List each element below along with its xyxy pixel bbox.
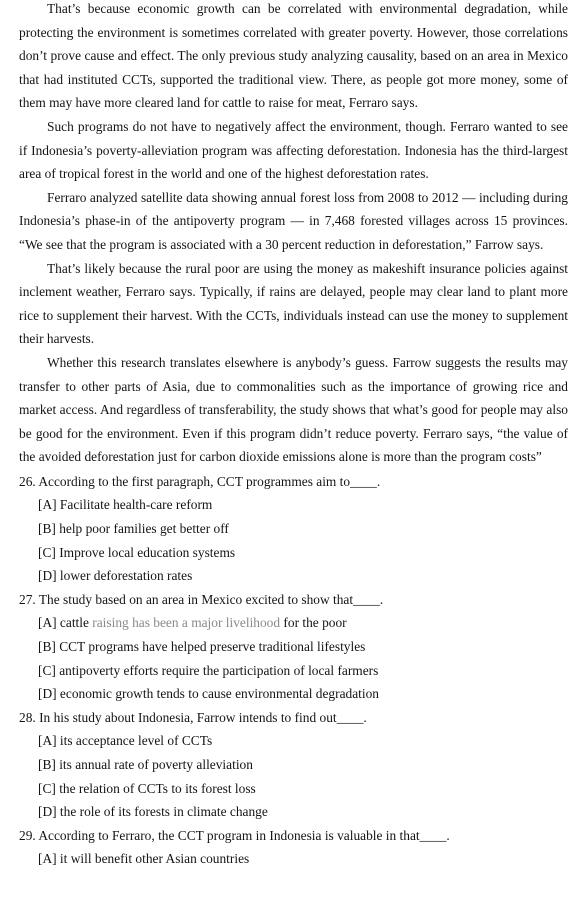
answer-option[interactable]: [B] CCT programs have helped preserve traditional lifestyles [38,639,366,655]
paragraph: Whether this research translates elsewhere is anybody’s guess. Farrow suggests the results may transfer to other parts of Asia, due to commonalities such as the importance of growing rice and market access. And regardless of transferability, the study shows that what’s good for people may also be good for the environment. Even if this program didn’t reduce poverty. Ferraro says, “the value of the avoided deforestation just for carbon dioxide emissions alone is more than the program costs” [19,354,568,465]
question-26 [0,470,580,588]
answer-option[interactable]: [B] its annual rate of poverty alleviation [38,757,253,772]
paragraph: Ferraro analyzed satellite data showing annual forest loss from 2008 to 2012 — including during Indonesia’s phase-in of the antipoverty program — in 7,468 forested villages across 15 provinces. “We see that the program is associated with a 30 percent reduction in deforestation,” Farrow says. [19,189,568,252]
answer-option[interactable]: [D] the role of its forests in climate change [38,804,268,820]
paragraph: Such programs do not have to negatively affect the environment, though. Ferraro wanted to see if Indonesia’s poverty-alleviation program was affecting deforestation. Indonesia has the third-largest area of tropical forest in the world and one of the highest deforestation rates. [19,118,568,182]
faded-text: raising has been a major livelihood [92,615,281,631]
question-stem: 27. The study based on an area in Mexico excited to show that____. [19,591,384,607]
answer-option[interactable]: [B] help poor families get better off [38,521,229,537]
answer-option[interactable]: [A] its acceptance level of CCTs [38,733,213,749]
question-stem: 26. According to the first paragraph, CCT programmes aim to____. [19,473,381,489]
paragraph: That’s because economic growth can be correlated with environmental degradation, while protecting the environment is sometimes correlated with greater poverty. However, those correlations don’t prove cause and effect. The only previous study analyzing causality, based on an area in Mexico that had instituted CCTs, supported the traditional view. There, as people got more money, some of them may have more cleared land for cattle to raise for meat, Ferraro says. [19,1,568,111]
question-stem: 29. According to Ferraro, the CCT program in Indonesia is valuable in that____. [19,827,450,843]
answer-option[interactable]: [A] Facilitate health-care reform [38,497,213,513]
question-28 [0,706,580,824]
paragraph: That’s likely because the rural poor are using the money as makeshift insurance policies against inclement weather, Ferraro says. Typically, if rains are delayed, people may clear land to plant more rice to supplement their harvest. With the CCTs, individuals instead can use the money to supplement their harvests. [19,260,568,347]
question-stem: 28. In his study about Indonesia, Farrow intends to find out____. [19,709,367,725]
answer-option[interactable]: [C] the relation of CCTs to its forest loss [38,780,256,796]
answer-option[interactable]: [D] economic growth tends to cause environmental degradation [38,686,379,702]
question-list [0,470,580,871]
answer-option[interactable]: [D] lower deforestation rates [38,568,193,584]
question-27 [0,588,580,706]
answer-option[interactable] [0,611,580,635]
question-29 [0,824,580,871]
option-text: [A] cattle [38,615,93,631]
option-text: for the poor [280,615,347,631]
answer-option[interactable]: [C] Improve local education systems [38,544,236,560]
answer-option[interactable]: [A] it will benefit other Asian countries [38,851,250,867]
answer-option[interactable]: [C] antipoverty efforts require the participation of local farmers [38,662,379,678]
